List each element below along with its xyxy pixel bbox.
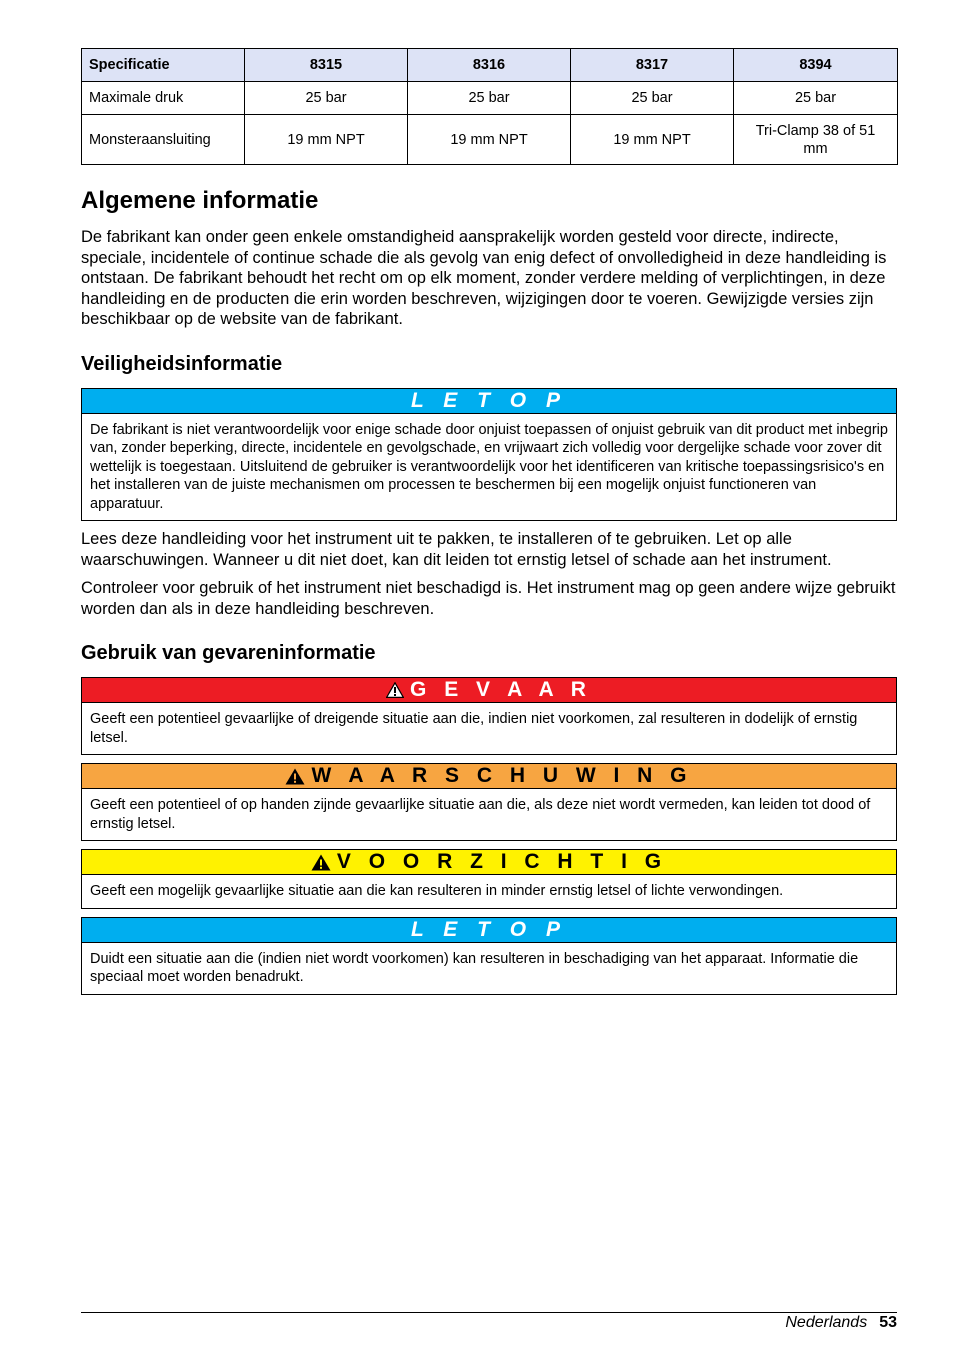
table-cell: 19 mm NPT [571,115,734,165]
warning-triangle-icon [386,682,404,698]
notice-header [82,918,896,943]
table-cell: Monsteraansluiting [82,115,245,165]
caution-header [82,850,896,875]
notice-label: L E T O P [411,917,567,941]
table-header-cell: Specificatie [82,49,245,82]
notice-text: Duidt een situatie aan die (indien niet wordt voorkomen) kan resulteren in beschadiging van het apparaat. Informatie die speciaal moet worden benadrukt. [90,950,859,985]
danger-text: Geeft een potentieel gevaarlijke of dreigende situatie aan die, indien niet voorkomen, zal resulteren in dodelijk of ernstig letsel. [90,711,858,746]
table-cell: 25 bar [571,82,734,115]
table-row [82,115,898,165]
specification-table [81,48,898,165]
footer-language: Nederlands [785,1314,868,1331]
danger-label: G E V A A R [410,678,592,701]
table-header-cell: 8317 [571,49,734,82]
table-header-cell: 8394 [734,49,898,82]
danger-header [82,678,896,703]
warning-triangle-icon [285,768,305,785]
caution-label: V O O R Z I C H T I G [336,850,668,873]
notice-label: L E T O P [411,388,567,412]
table-cell: Maximale druk [82,82,245,115]
section-title-hazard: Gebruik van gevareninformatie [81,642,376,664]
warning-box [81,763,897,841]
caution-text: Geeft een mogelijk gevaarlijke situatie aan die kan resulteren in minder ernstig letsel of lichte verwondingen. [90,883,784,899]
table-cell: 25 bar [245,82,408,115]
warning-header [82,764,896,789]
caution-box [81,849,897,909]
notice-text: De fabrikant is niet verantwoordelijk voor enige schade door onjuist toepassen of onjuist gebruik van dit product met inbegrip van, zonder beperking, directe, incidentele en gevolgschade, en vrijwaart zich volledig voor dergelijke schade voor zover dit wettelijk is toegestaan. Uitsluitend de gebruiker is verantwoordelijk voor het identificeren van kritische toepassingsrisico's en het installeren van de juiste mechanismen om processen te beschermen bij een mogelijk onjuist functioneren van apparatuur. [90,421,888,512]
table-cell: 25 bar [408,82,571,115]
section-title-safety: Veiligheidsinformatie [81,352,283,375]
page-footer [81,1312,897,1332]
page-content [81,48,897,1003]
page-number: 53 [879,1314,897,1331]
table-header-row [82,49,898,82]
table-header-cell: 8316 [408,49,571,82]
table-cell: 25 bar [734,82,898,115]
notice-header [82,389,896,414]
safety-paragraph-check-damage: Controleer voor gebruik of het instrument niet beschadigd is. Het instrument mag op geen andere wijze gebruikt worden dan als in deze handleiding beschreven. [81,579,896,618]
general-paragraph: De fabrikant kan onder geen enkele omstandigheid aansprakelijk worden gesteld voor directe, indirecte, speciale, incidentele of continue schade die als gevolg van enig defect of onvolledigheid in deze handleiding is ontstaan. De fabrikant behoudt het recht om op elk moment, zonder verdere melding of verplichtingen, in deze handleiding en de producten die erin worden beschreven, wijzigingen door te voeren. Gewijzigde versies zijn beschikbaar op de website van de fabrikant. [81,228,887,328]
safety-paragraph-read-manual: Lees deze handleiding voor het instrument uit te pakken, te installeren of te gebruiken. Let op alle waarschuwingen. Wanneer u dit niet doet, kan dit leiden tot ernstig letsel of schade aan het instrument. [81,530,832,569]
notice-box-safety [81,388,897,522]
table-row [82,82,898,115]
table-cell: 19 mm NPT [408,115,571,165]
table-cell: 19 mm NPT [245,115,408,165]
warning-label: W A A R S C H U W I N G [311,764,693,787]
warning-triangle-icon [311,854,331,871]
table-header-cell: 8315 [245,49,408,82]
danger-box [81,677,897,755]
notice-box-hazard [81,917,897,995]
warning-text: Geeft een potentieel of op handen zijnde gevaarlijke situatie aan die, als deze niet wordt vermeden, kan leiden tot dood of ernstig letsel. [90,797,871,832]
table-cell: Tri-Clamp 38 of 51 mm [734,115,898,165]
section-title-general: Algemene informatie [81,187,319,214]
